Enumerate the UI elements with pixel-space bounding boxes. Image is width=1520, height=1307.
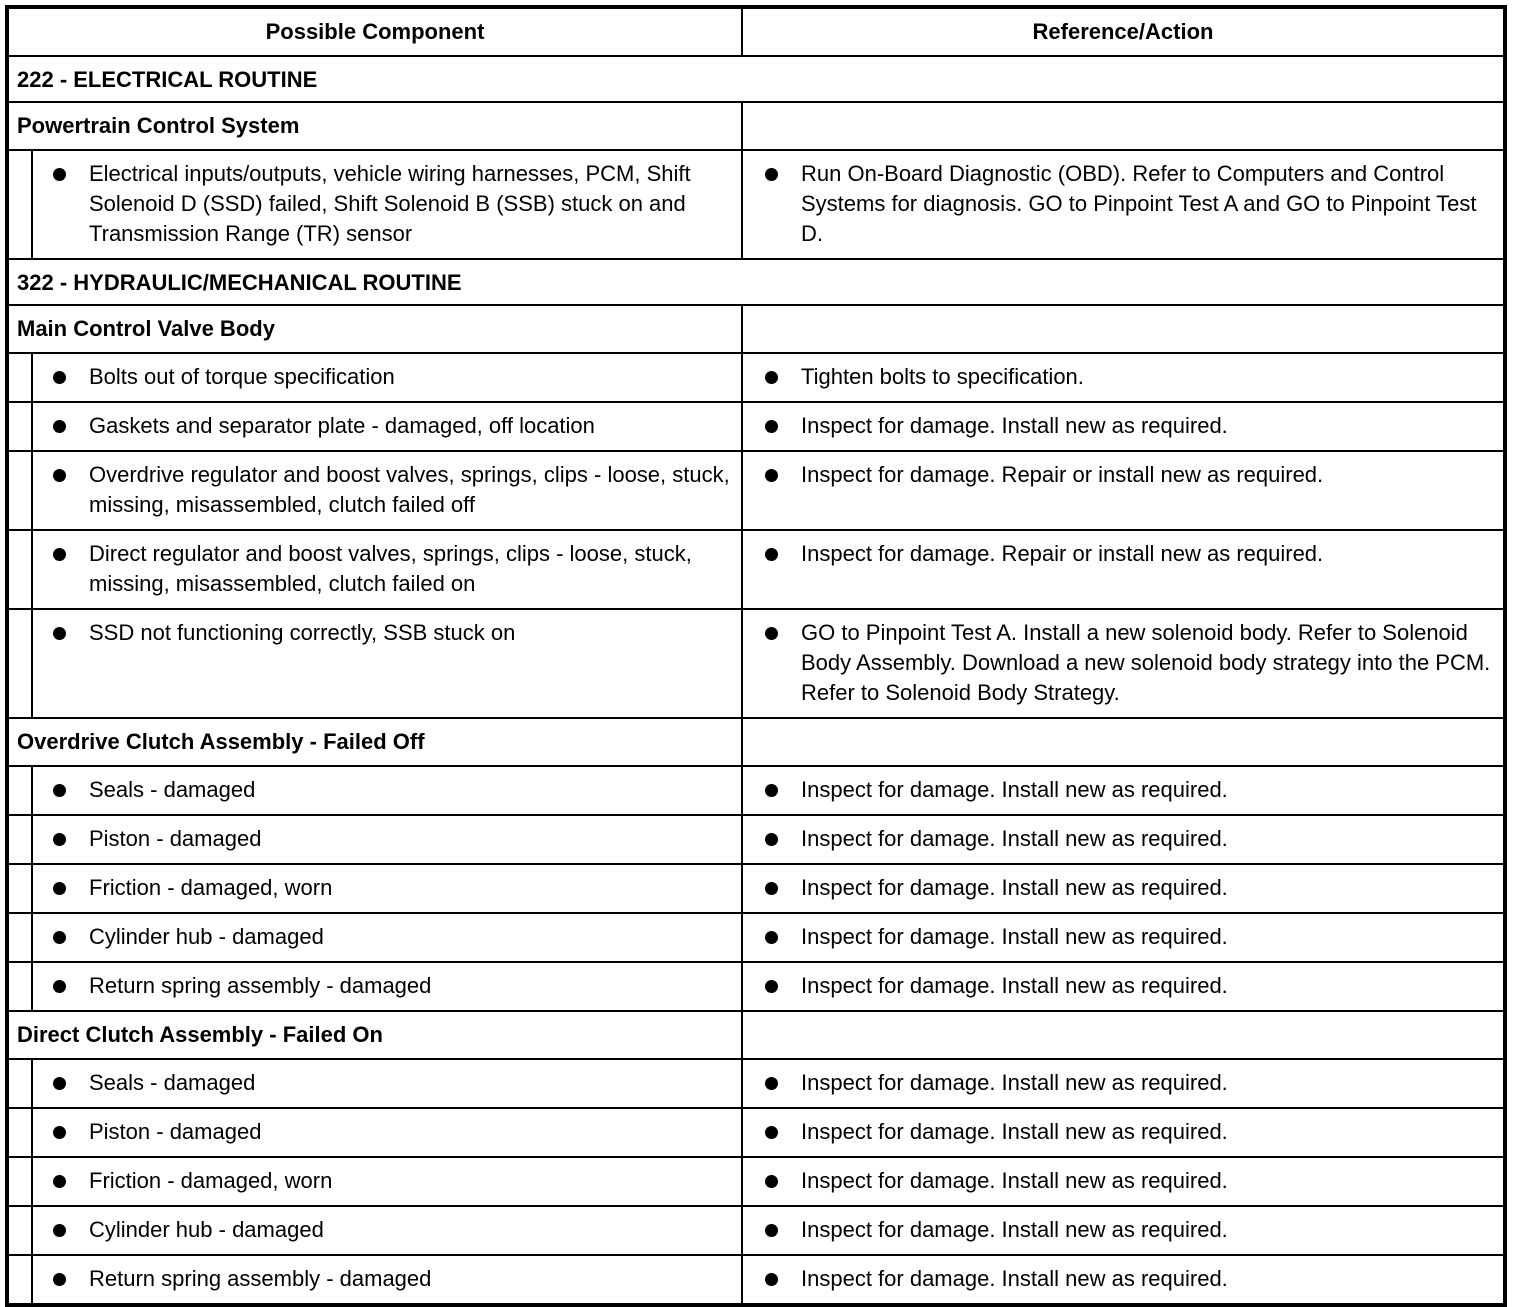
component-cell [9, 1060, 743, 1107]
table-row [9, 608, 1503, 717]
component-cell [9, 151, 743, 258]
group-row [9, 1010, 1503, 1058]
indent-column [9, 914, 33, 961]
bullet-icon [765, 784, 778, 797]
component-cell [9, 914, 743, 961]
component-cell [9, 354, 743, 401]
component-cell [9, 452, 743, 529]
action-text: Inspect for damage. Repair or install new as required. [801, 462, 1324, 487]
component-text: Piston - damaged [89, 1119, 262, 1144]
action-cell [743, 767, 1503, 814]
table-row [9, 352, 1503, 401]
group-title: Powertrain Control System [9, 103, 743, 149]
bullet-icon [53, 168, 66, 181]
table-row [9, 401, 1503, 450]
indent-column [9, 1207, 33, 1254]
indent-column [9, 403, 33, 450]
header-row [9, 9, 1503, 55]
bullet-icon [53, 931, 66, 944]
table-row [9, 1156, 1503, 1205]
component-text: Direct regulator and boost valves, springs, clips - loose, stuck, missing, misassembled, clutch failed on [89, 541, 692, 596]
section-row: 322 - HYDRAULIC/MECHANICAL ROUTINE [9, 258, 1503, 304]
action-cell [743, 354, 1503, 401]
table-row [9, 1205, 1503, 1254]
indent-column [9, 354, 33, 401]
action-text: Inspect for damage. Install new as required. [801, 1070, 1228, 1095]
component-cell [9, 963, 743, 1010]
bullet-icon [765, 548, 778, 561]
action-text: Inspect for damage. Install new as required. [801, 777, 1228, 802]
action-cell [743, 816, 1503, 863]
component-cell [9, 816, 743, 863]
bullet-icon [53, 833, 66, 846]
bullet-icon [53, 1077, 66, 1090]
action-text: GO to Pinpoint Test A. Install a new solenoid body. Refer to Solenoid Body Assembly. Download a new solenoid body strategy into the PCM. Refer to Solenoid Body Strategy. [801, 620, 1491, 705]
bullet-icon [53, 980, 66, 993]
bullet-icon [53, 371, 66, 384]
bullet-icon [765, 1273, 778, 1286]
action-text: Inspect for damage. Install new as required. [801, 1168, 1228, 1193]
bullet-icon [53, 420, 66, 433]
component-text: SSD not functioning correctly, SSB stuck on [89, 620, 516, 645]
component-text: Friction - damaged, worn [89, 875, 333, 900]
bullet-icon [53, 469, 66, 482]
action-text: Inspect for damage. Install new as required. [801, 826, 1228, 851]
action-text: Inspect for damage. Install new as required. [801, 924, 1228, 949]
action-cell [743, 1109, 1503, 1156]
action-cell [743, 403, 1503, 450]
table-row [9, 912, 1503, 961]
bullet-icon [53, 882, 66, 895]
action-cell [743, 531, 1503, 608]
indent-column [9, 816, 33, 863]
indent-column [9, 610, 33, 717]
table-row [9, 1058, 1503, 1107]
action-text: Inspect for damage. Install new as required. [801, 875, 1228, 900]
bullet-icon [765, 882, 778, 895]
table-row [9, 814, 1503, 863]
bullet-icon [765, 1126, 778, 1139]
table-row [9, 1107, 1503, 1156]
action-cell [743, 865, 1503, 912]
bullet-icon [53, 1175, 66, 1188]
component-cell [9, 403, 743, 450]
component-cell [9, 865, 743, 912]
group-action-empty [743, 719, 1503, 765]
bullet-icon [765, 931, 778, 944]
bullet-icon [765, 627, 778, 640]
indent-column [9, 151, 33, 258]
bullet-icon [765, 371, 778, 384]
diagnosis-table [5, 5, 1507, 1307]
group-row [9, 101, 1503, 149]
bullet-icon [765, 420, 778, 433]
action-text: Inspect for damage. Repair or install new as required. [801, 541, 1324, 566]
bullet-icon [53, 548, 66, 561]
component-text: Cylinder hub - damaged [89, 924, 324, 949]
component-text: Electrical inputs/outputs, vehicle wiring harnesses, PCM, Shift Solenoid D (SSD) failed, Shift Solenoid B (SSB) stuck on and Transmission Range (TR) sensor [89, 161, 691, 246]
component-text: Overdrive regulator and boost valves, springs, clips - loose, stuck, missing, misassembled, clutch failed off [89, 462, 730, 517]
section-row: 222 - ELECTRICAL ROUTINE [9, 55, 1503, 101]
bullet-icon [765, 1077, 778, 1090]
component-text: Seals - damaged [89, 1070, 256, 1095]
group-title: Overdrive Clutch Assembly - Failed Off [9, 719, 743, 765]
header-reference-action: Reference/Action [1032, 19, 1214, 44]
action-cell [743, 610, 1503, 717]
action-text: Tighten bolts to specification. [801, 364, 1084, 389]
component-cell [9, 610, 743, 717]
indent-column [9, 1109, 33, 1156]
bullet-icon [765, 168, 778, 181]
table-row [9, 961, 1503, 1010]
indent-column [9, 531, 33, 608]
header-possible-component: Possible Component [9, 9, 743, 55]
action-cell [743, 1060, 1503, 1107]
component-cell [9, 1207, 743, 1254]
group-row [9, 717, 1503, 765]
component-text: Return spring assembly - damaged [89, 973, 432, 998]
bullet-icon [53, 1224, 66, 1237]
component-text: Cylinder hub - damaged [89, 1217, 324, 1242]
group-row [9, 304, 1503, 352]
component-text: Seals - damaged [89, 777, 256, 802]
indent-column [9, 963, 33, 1010]
component-text: Bolts out of torque specification [89, 364, 395, 389]
indent-column [9, 1060, 33, 1107]
bullet-icon [53, 1126, 66, 1139]
group-title: Main Control Valve Body [9, 306, 743, 352]
action-text: Inspect for damage. Install new as required. [801, 1217, 1228, 1242]
bullet-icon [765, 980, 778, 993]
table-row [9, 450, 1503, 529]
bullet-icon [765, 1175, 778, 1188]
component-text: Return spring assembly - damaged [89, 1266, 432, 1291]
action-cell [743, 151, 1503, 258]
bullet-icon [765, 1224, 778, 1237]
component-cell [9, 531, 743, 608]
group-title: Direct Clutch Assembly - Failed On [9, 1012, 743, 1058]
bullet-icon [765, 833, 778, 846]
indent-column [9, 865, 33, 912]
action-cell [743, 963, 1503, 1010]
component-cell [9, 767, 743, 814]
group-action-empty [743, 306, 1503, 352]
indent-column [9, 1158, 33, 1205]
action-cell [743, 1158, 1503, 1205]
table-row [9, 765, 1503, 814]
group-action-empty [743, 1012, 1503, 1058]
component-cell [9, 1158, 743, 1205]
indent-column [9, 452, 33, 529]
action-text: Inspect for damage. Install new as required. [801, 413, 1228, 438]
action-cell [743, 452, 1503, 529]
bullet-icon [53, 1273, 66, 1286]
component-text: Gaskets and separator plate - damaged, off location [89, 413, 595, 438]
action-cell [743, 914, 1503, 961]
action-text: Inspect for damage. Install new as required. [801, 973, 1228, 998]
component-text: Piston - damaged [89, 826, 262, 851]
bullet-icon [53, 784, 66, 797]
table-row [9, 149, 1503, 258]
component-cell [9, 1109, 743, 1156]
action-text: Inspect for damage. Install new as required. [801, 1119, 1228, 1144]
bullet-icon [53, 627, 66, 640]
table-row [9, 529, 1503, 608]
table-row [9, 863, 1503, 912]
indent-column [9, 767, 33, 814]
action-text: Run On-Board Diagnostic (OBD). Refer to Computers and Control Systems for diagnosis. GO to Pinpoint Test A and GO to Pinpoint Test D. [801, 161, 1477, 246]
bullet-icon [765, 469, 778, 482]
group-action-empty [743, 103, 1503, 149]
action-cell [743, 1207, 1503, 1254]
action-text: Inspect for damage. Install new as required. [801, 1266, 1228, 1291]
component-text: Friction - damaged, worn [89, 1168, 333, 1193]
